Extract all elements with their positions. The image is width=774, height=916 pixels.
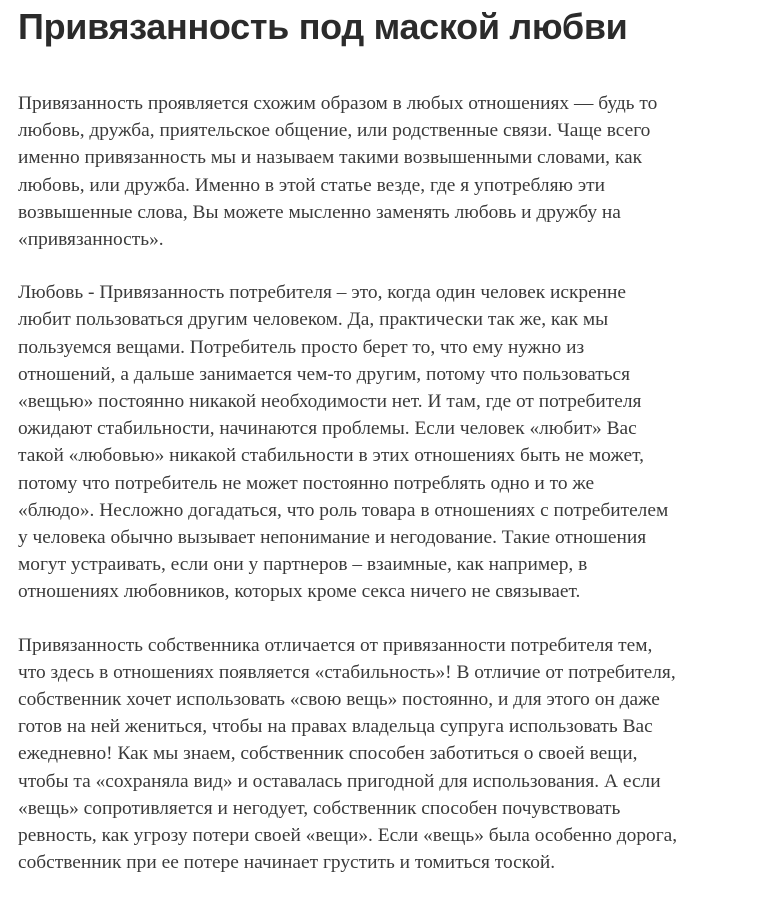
text-line: «привязанность». (18, 229, 164, 251)
text-line: собственник при ее потере начинает грустить и томиться тоской. (18, 852, 556, 874)
text-line: ревность, как угрозу потери своей «вещи». Если «вещь» была особенно дорога, (18, 825, 678, 847)
text-line: отношений, а дальше занимается чем-то другим, потому что пользоваться (18, 363, 631, 385)
text-line: у человека обычно вызывает непонимание и негодование. Такие отношения (18, 527, 647, 549)
text-line: такой «любовью» никакой стабильности в этих отношениях быть не может, (18, 445, 644, 467)
text-line: Любовь - Привязанность потребителя – это, когда один человек искренне (18, 282, 627, 304)
article-title: Привязанность под маской любви (18, 6, 628, 47)
text-line: пользуемся вещами. Потребитель просто берет то, что ему нужно из (18, 336, 585, 358)
text-line: Привязанность собственника отличается от привязанности потребителя тем, (18, 634, 653, 656)
text-line: потому что потребитель не может постоянно потреблять одно и то же (18, 472, 595, 494)
text-line: отношениях любовников, которых кроме секса ничего не связывает. (18, 581, 581, 603)
text-line: ожидают стабильности, начинаются проблемы. Если человек «любит» Вас (18, 418, 637, 440)
paragraph-3 (18, 632, 758, 877)
text-line: любовь, дружба, приятельское общение, или родственные связи. Чаще всего (18, 120, 651, 142)
text-line: «вещью» постоянно никакой необходимости нет. И там, где от потребителя (18, 391, 642, 413)
paragraph-2 (18, 279, 758, 605)
text-line: любит пользоваться другим человеком. Да, практически так же, как мы (18, 309, 609, 331)
text-line: «блюдо». Несложно догадаться, что роль товара в отношениях с потребителем (18, 499, 669, 521)
text-line: ежедневно! Как мы знаем, собственник способен заботиться о своей вещи, (18, 743, 638, 765)
text-line: что здесь в отношениях появляется «стабильность»! В отличие от потребителя, (18, 661, 676, 683)
article-body (18, 90, 758, 876)
text-line: готов на ней жениться, чтобы на правах владельца супруга использовать Вас (18, 716, 653, 738)
text-line: любовь, или дружба. Именно в этой статье везде, где я употребляю эти (18, 174, 606, 196)
text-line: собственник хочет использовать «свою вещь» постоянно, и для этого он даже (18, 689, 660, 711)
paragraph-1 (18, 90, 758, 253)
text-line: могут устраивать, если они у партнеров – взаимные, как например, в (18, 554, 588, 576)
text-line: чтобы та «сохраняла вид» и оставалась пригодной для использования. А если (18, 770, 661, 792)
text-line: возвышенные слова, Вы можете мысленно заменять любовь и дружбу на (18, 201, 621, 223)
text-line: именно привязанность мы и называем такими возвышенными словами, как (18, 147, 643, 169)
article (18, 0, 758, 902)
text-line: Привязанность проявляется схожим образом в любых отношениях — будь то (18, 93, 658, 114)
text-line: «вещь» сопротивляется и негодует, собственник способен почувствовать (18, 797, 621, 819)
